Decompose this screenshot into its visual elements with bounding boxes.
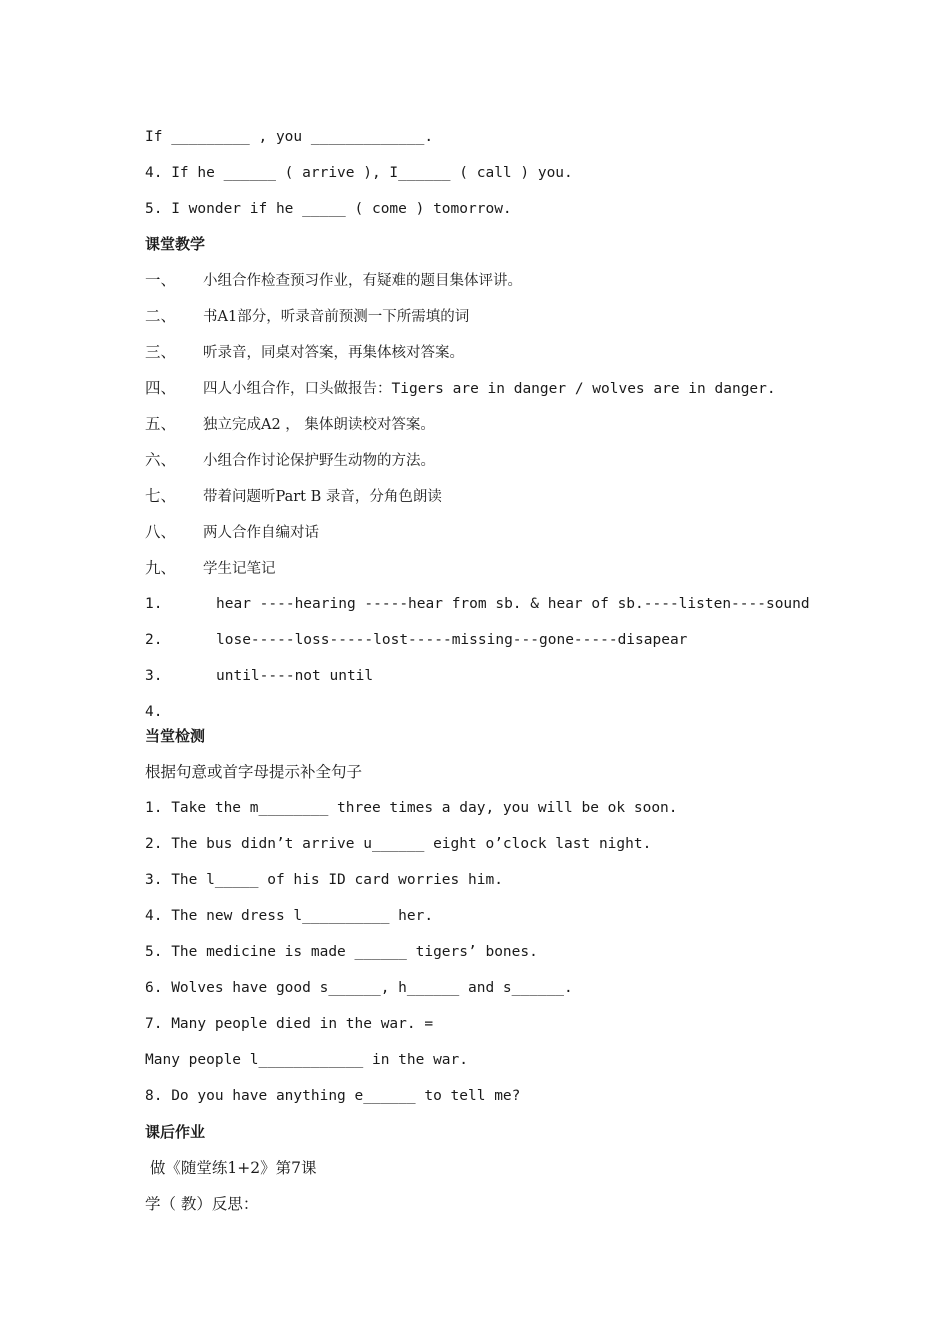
step-number: 八、	[145, 523, 177, 541]
note-number: 3.	[145, 668, 163, 684]
step-number: 九、	[145, 559, 177, 577]
step-text: 小组合作检查预习作业，有疑难的题目集体评讲。	[203, 273, 522, 289]
classroom-step	[145, 342, 464, 363]
check-item: 7. Many people died in the war. =	[145, 1016, 434, 1032]
note-text: lose-----loss-----lost-----missing---gone-----disapear	[216, 632, 688, 648]
step-text: 独立完成A2 ， 集体朗读校对答案。	[203, 417, 435, 433]
classroom-step	[145, 378, 776, 399]
check-heading: 当堂检测	[145, 727, 206, 745]
classroom-step	[145, 522, 319, 543]
check-item: 4. The new dress l__________ her.	[145, 908, 434, 924]
reflection-line: 学（ 教）反思：	[145, 1195, 259, 1213]
check-item: Many people l____________ in the war.	[145, 1052, 469, 1068]
note-number: 1.	[145, 596, 163, 612]
note-text: until----not until	[216, 668, 374, 684]
step-text: 小组合作讨论保护野生动物的方法。	[203, 453, 435, 469]
check-item: 6. Wolves have good s______, h______ and s______.	[145, 980, 573, 996]
classroom-heading: 课堂教学	[145, 235, 206, 253]
step-number: 四、	[145, 379, 177, 397]
homework-heading: 课后作业	[145, 1123, 206, 1141]
step-number: 七、	[145, 487, 177, 505]
step-text: 听录音，同桌对答案，再集体核对答案。	[203, 345, 464, 361]
step-text: 带着问题听Part B 录音，分角色朗读	[203, 489, 442, 505]
step-text: 两人合作自编对话	[203, 525, 319, 541]
step-number: 六、	[145, 451, 177, 469]
classroom-step	[145, 486, 442, 507]
classroom-step	[145, 558, 276, 579]
step-text: 学生记笔记	[203, 561, 276, 577]
note-item	[145, 666, 373, 686]
note-text: hear ----hearing -----hear from sb. & hear of sb.----listen----sound	[216, 596, 810, 612]
check-item: 5. The medicine is made ______ tigers’ bones.	[145, 944, 538, 960]
note-number: 4.	[145, 704, 163, 720]
note-item	[145, 702, 216, 722]
step-text: 四人小组合作，口头做报告：Tigers are in danger / wolves are in danger.	[203, 381, 776, 397]
step-number: 五、	[145, 415, 177, 433]
homework-task: 做《随堂练1+2》第7课	[145, 1159, 317, 1177]
check-item: 8. Do you have anything e______ to tell me?	[145, 1088, 521, 1104]
step-text: 书A1部分，听录音前预测一下所需填的词	[203, 309, 470, 325]
check-item: 2. The bus didn’t arrive u______ eight o’clock last night.	[145, 836, 652, 852]
check-item: 1. Take the m________ three times a day, you will be ok soon.	[145, 800, 678, 816]
classroom-step	[145, 450, 435, 471]
step-number: 一、	[145, 271, 177, 289]
check-item: 3. The l_____ of his ID card worries him.	[145, 872, 503, 888]
step-number: 三、	[145, 343, 177, 361]
check-instruction: 根据句意或首字母提示补全句子	[145, 763, 363, 781]
preview-question-4: 4. If he ______ ( arrive ), I______ ( call ) you.	[145, 165, 573, 181]
classroom-step	[145, 306, 469, 327]
preview-question-5: 5. I wonder if he _____ ( come ) tomorrow.	[145, 201, 512, 217]
classroom-step	[145, 270, 522, 291]
classroom-step	[145, 414, 435, 435]
note-item	[145, 594, 810, 614]
note-item	[145, 630, 687, 650]
step-number: 二、	[145, 307, 177, 325]
note-number: 2.	[145, 632, 163, 648]
preview-if-line: If _________ , you _____________.	[145, 129, 434, 145]
